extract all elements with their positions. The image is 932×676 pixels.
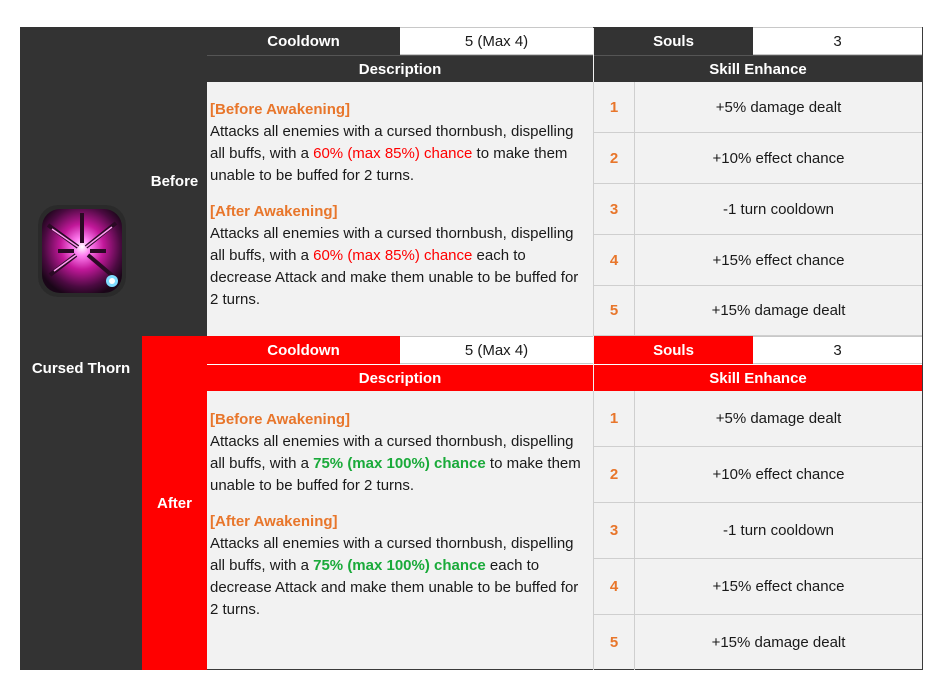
enhance-level: 4 bbox=[594, 559, 635, 614]
enhance-effect: +15% damage dealt bbox=[711, 634, 846, 651]
enhance-level: 4 bbox=[594, 235, 635, 285]
after-enhance-header: Skill Enhance bbox=[594, 364, 922, 391]
after-description-header: Description bbox=[207, 364, 593, 391]
enhance-level: 1 bbox=[594, 391, 635, 446]
skill-name: Cursed Thorn bbox=[31, 360, 131, 377]
before-enhance-row bbox=[594, 133, 922, 184]
before-description bbox=[210, 99, 590, 311]
before-souls-value: 3 bbox=[753, 27, 922, 55]
enhance-level: 2 bbox=[594, 447, 635, 502]
after-before-awakening-text-1: Attacks all enemies with a cursed thornbush, dispelling all buffs, with a bbox=[210, 433, 574, 472]
after-souls-label: Souls bbox=[594, 336, 753, 364]
before-enhance-row bbox=[594, 286, 922, 336]
after-enhance-row bbox=[594, 503, 922, 559]
after-after-awakening-text-1: Attacks all enemies with a cursed thornbush, dispelling all buffs, with a bbox=[210, 535, 574, 574]
after-before-awakening-title: [Before Awakening] bbox=[210, 411, 351, 428]
before-before-awakening-text-1: Attacks all enemies with a cursed thornbush, dispelling all buffs, with a bbox=[210, 123, 574, 162]
cursed-thorn-skill-icon bbox=[38, 205, 126, 297]
enhance-effect: +5% damage dealt bbox=[715, 98, 842, 116]
enhance-effect: -1 turn cooldown bbox=[723, 522, 834, 539]
enhance-effect: -1 turn cooldown bbox=[723, 200, 834, 218]
after-enhance-row bbox=[594, 559, 922, 615]
after-after-awakening-chance: 75% (max 100%) chance bbox=[313, 557, 486, 574]
enhance-level: 3 bbox=[594, 503, 635, 558]
enhance-effect: +10% effect chance bbox=[712, 149, 845, 167]
before-label: Before bbox=[142, 27, 207, 336]
before-before-awakening-text-2: to make them unable to be buffed for 2 turns. bbox=[210, 145, 568, 184]
before-after-awakening-text-2: each to decrease Attack and make them unable to be buffed for 2 turns. bbox=[210, 247, 579, 308]
before-before-awakening-chance: 60% (max 85%) chance bbox=[313, 145, 473, 162]
after-label: After bbox=[142, 336, 207, 670]
before-souls-label: Souls bbox=[594, 27, 753, 55]
skill-column bbox=[20, 27, 142, 670]
enhance-level: 5 bbox=[594, 615, 635, 670]
before-after-awakening-title: [After Awakening] bbox=[210, 203, 338, 220]
after-enhance-row bbox=[594, 615, 922, 670]
after-description bbox=[210, 409, 590, 621]
enhance-effect: +10% effect chance bbox=[712, 466, 845, 483]
before-enhance-row bbox=[594, 235, 922, 286]
enhance-level: 2 bbox=[594, 133, 635, 183]
after-after-awakening-title: [After Awakening] bbox=[210, 513, 338, 530]
after-enhance-row bbox=[594, 447, 922, 503]
before-after-awakening-chance: 60% (max 85%) chance bbox=[313, 247, 473, 264]
before-enhance-row bbox=[594, 82, 922, 133]
after-enhance-row bbox=[594, 391, 922, 447]
before-after-awakening-text-1: Attacks all enemies with a cursed thornbush, dispelling all buffs, with a bbox=[210, 225, 574, 264]
enhance-effect: +15% effect chance bbox=[712, 251, 845, 269]
after-before-awakening-text-2: to make them unable to be buffed for 2 turns. bbox=[210, 455, 581, 494]
after-before-awakening-chance: 75% (max 100%) chance bbox=[313, 455, 486, 472]
after-cooldown-value: 5 (Max 4) bbox=[400, 336, 593, 364]
enhance-level: 1 bbox=[594, 82, 635, 132]
before-description-header: Description bbox=[207, 55, 593, 82]
enhance-level: 5 bbox=[594, 286, 635, 335]
enhance-effect: +5% damage dealt bbox=[715, 410, 842, 427]
before-enhance-header: Skill Enhance bbox=[594, 55, 922, 82]
before-enhance-row bbox=[594, 184, 922, 235]
enhance-effect: +15% damage dealt bbox=[711, 302, 846, 319]
after-souls-value: 3 bbox=[753, 336, 922, 364]
before-cooldown-label: Cooldown bbox=[207, 27, 400, 55]
before-before-awakening-title: [Before Awakening] bbox=[210, 101, 351, 118]
enhance-effect: +15% effect chance bbox=[712, 578, 845, 595]
after-cooldown-label: Cooldown bbox=[207, 336, 400, 364]
enhance-level: 3 bbox=[594, 184, 635, 234]
before-cooldown-value: 5 (Max 4) bbox=[400, 27, 593, 55]
after-after-awakening-text-2: each to decrease Attack and make them unable to be buffed for 2 turns. bbox=[210, 557, 579, 618]
